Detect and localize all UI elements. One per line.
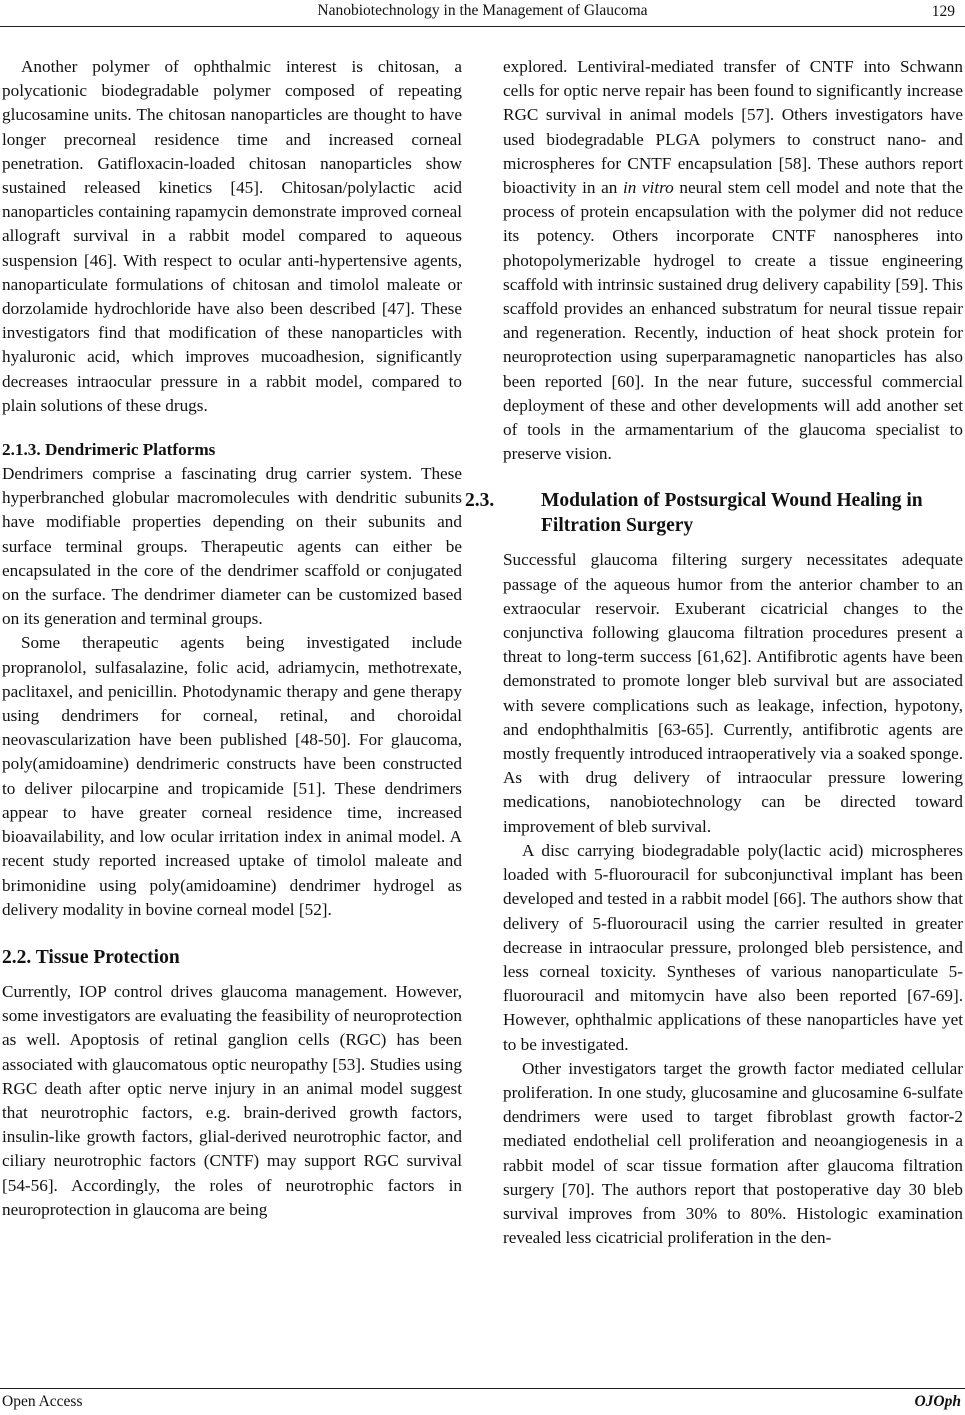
- page-number: 129: [931, 3, 955, 20]
- paragraph-cntf: [503, 55, 963, 466]
- heading-2-3: [465, 488, 963, 538]
- left-column: [2, 55, 462, 1222]
- paragraph-dendrimers-agents: Some therapeutic agents being investigated include propranolol, sulfasalazine, folic acid, adriamycin, methotrexate, paclitaxel, and penicillin. Photodynamic therapy and gene therapy using dendrimers for corneal, retinal, and choroidal neovascularization have been published [48-50]. For glaucoma, poly(amidoamine) dendrimeric constructs have been constructed to deliver pilocarpine and tropicamide [51]. These dendrimers appear to have greater corneal residence time, increased bioavailability, and low ocular irritation index in animal model. A recent study reported increased uptake of timolol maleate and brimonidine using poly(amidoamine) dendrimer hydrogel as delivery modality in bovine corneal model [52].: [2, 633, 462, 919]
- heading-2-2: 2.2. Tissue Protection: [2, 946, 180, 968]
- footer-journal: OJOph: [914, 1393, 961, 1410]
- paragraph-growth-factor: Other investigators target the growth factor mediated cellular proliferation. In one study, glucosamine and glucosamine 6-sulfate dendrimers were used to target fibroblast growth factor-2 mediated endothelial cell proliferation and neoangiogenesis in a rabbit model of scar tissue formation after glaucoma filtration surgery [70]. The authors report that postoperative day 30 bleb survival improves from 30% to 80%. Histologic examination revealed less cicatricial proliferation in the den-: [503, 1058, 963, 1248]
- footer-open-access: Open Access: [2, 1393, 83, 1410]
- paragraph-dendrimers-intro: Dendrimers comprise a fascinating drug carrier system. These hyperbranched globular macromolecules with dendritic subunits have modifiable properties depending on their subunits and surface terminal groups. Therapeutic agents can either be encapsulated in the core of the dendrimer scaffold or conjugated on the surface. The dendrimer diameter can be customized based on its generation and terminal groups.: [2, 464, 462, 629]
- heading-2-3-text: Modulation of Postsurgical Wound Healing in Filtration Surgery: [541, 490, 923, 537]
- page-footer: [0, 1388, 965, 1415]
- paragraph-5fu-disc: A disc carrying biodegradable poly(lactic acid) microspheres loaded with 5-fluorouracil for subconjunctival implant has been developed and tested in a rabbit model [66]. The authors show that delivery of 5-fluorouracil using the carrier resulted in greater decrease in intraocular pressure, prolonged bleb persistence, and less corneal toxicity. Syntheses of various nanoparticulate 5-fluorouracil and mitomycin have also been reported [67-69]. However, ophthalmic applications of these nanoparticles have yet to be investigated.: [503, 840, 963, 1054]
- paragraph-filtering-surgery: Successful glaucoma filtering surgery necessitates adequate passage of the aqueous humor from the anterior chamber to an extraocular reservoir. Exuberant cicatricial changes to the conjunctiva following glaucoma filtration procedures present a threat to long-term success [61,62]. Antifibrotic agents have been demonstrated to promote longer bleb survival but are associated with severe complications such as leakage, infection, hypotony, and endophthalmitis [63-65]. Currently, antifibrotic agents are mostly frequently introduced intraoperatively via a soaked sponge. As with drug delivery of intraocular pressure lowering medications, nanobiotechnology can be directed toward improvement of bleb survival.: [503, 550, 963, 836]
- running-title: Nanobiotechnology in the Management of Glaucoma: [317, 2, 648, 19]
- paragraph-cntf-part-a: explored. Lentiviral-mediated transfer of CNTF into Schwann cells for optic nerve repair has been found to significantly increase RGC survival in animal models [57]. Others investigators have used biodegradable PLGA polymers to construct nano- and microspheres for CNTF encapsulation [58]. These authors report bioactivity in an: [503, 57, 963, 198]
- heading-2-3-number: 2.3.: [465, 490, 495, 512]
- running-header: [0, 0, 965, 27]
- right-column: [465, 55, 964, 1250]
- heading-2-1-3: 2.1.3. Dendrimeric Platforms: [2, 440, 216, 460]
- paragraph-tissue-protection: Currently, IOP control drives glaucoma management. However, some investigators are evaluating the feasibility of neuroprotection as well. Apoptosis of retinal ganglion cells (RGC) has been associated with glaucomatous optic neuropathy [53]. Studies using RGC death after optic nerve injury in an animal model suggest that neurotrophic factors, e.g. brain-derived growth factors, insulin-like growth factors, glial-derived neurotrophic factor, and ciliary neurotrophic factors (CNTF) may support RGC survival [54-56]. Accordingly, the roles of neurotrophic factors in neuroprotection in glaucoma are being: [2, 981, 462, 1219]
- paragraph-cntf-italic: in vitro: [622, 178, 674, 198]
- paragraph-cntf-part-b: neural stem cell model and note that the process of protein encapsulation with the polymer did not reduce its potency. Others incorporate CNTF nanospheres into photopolymerizable hydrogel to create a tissue engineering scaffold with intrinsic sustained drug delivery capability [59]. This scaffold provides an enhanced substratum for neural tissue repair and regeneration. Recently, induction of heat shock protein for neuroprotection using superparamagnetic nanoparticles has also been reported [60]. In the near future, successful commercial deployment of these and other developments will add another set of tools in the armamentarium of the glaucoma specialist to preserve vision.: [503, 178, 964, 464]
- paragraph-chitosan: Another polymer of ophthalmic interest is chitosan, a polycationic biodegradable polymer composed of repeating glucosamine units. The chitosan nanoparticles are thought to have longer precorneal residence time and increased corneal penetration. Gatifloxacin-loaded chitosan nanoparticles show sustained released kinetics [45]. Chitosan/polylactic acid nanoparticles containing rapamycin demonstrate improved corneal allograft survival in a rabbit model compared to aqueous suspension [46]. With respect to ocular anti-hypertensive agents, nanoparticulate formulations of chitosan and timolol maleate or dorzolamide hydrochloride have also been described [47]. These investigators find that modification of these nanoparticles with hyaluronic acid, which improves mucoadhesion, significantly decreases intraocular pressure in a rabbit model, compared to plain solutions of these drugs.: [2, 57, 462, 415]
